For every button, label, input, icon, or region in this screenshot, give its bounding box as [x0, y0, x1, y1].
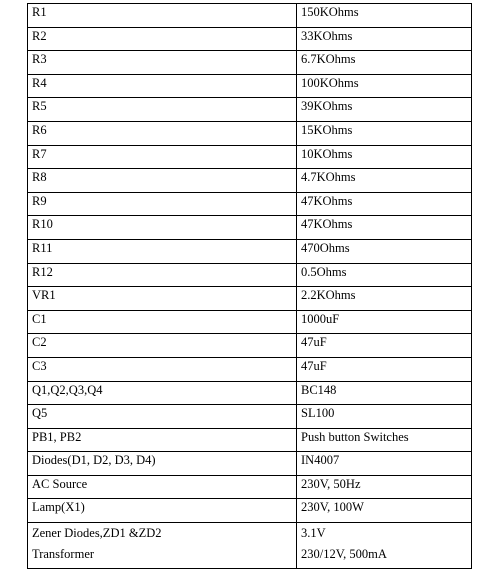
table-cell-component: R4: [28, 74, 297, 98]
table-cell-value: 47KOhms: [297, 192, 472, 216]
table-row: [28, 74, 472, 98]
table-row-zener-transformer: [28, 523, 472, 569]
table-row: [28, 357, 472, 381]
table-cell-value: 4.7KOhms: [297, 169, 472, 193]
table-row: [28, 475, 472, 499]
table-row: [28, 428, 472, 452]
table-row: [28, 51, 472, 75]
table-row: [28, 452, 472, 476]
table-cell-value: 10KOhms: [297, 145, 472, 169]
table-cell-component: R6: [28, 121, 297, 145]
table-cell-component: Lamp(X1): [28, 499, 297, 523]
table-cell-value: Push button Switches: [297, 428, 472, 452]
table-row: [28, 169, 472, 193]
table-cell-value: 1000uF: [297, 310, 472, 334]
table-row: [28, 381, 472, 405]
table-cell-value: 150KOhms: [297, 4, 472, 28]
table-cell-component: R5: [28, 98, 297, 122]
table-cell-value: 100KOhms: [297, 74, 472, 98]
table-cell-value: 230V, 50Hz: [297, 475, 472, 499]
table-cell-component: Q5: [28, 405, 297, 429]
table-cell-value: [297, 523, 472, 569]
table-cell-component: R9: [28, 192, 297, 216]
table-cell-component: R2: [28, 27, 297, 51]
table-cell-component: Diodes(D1, D2, D3, D4): [28, 452, 297, 476]
table-body: [28, 4, 472, 569]
value-line-1: 3.1V: [301, 526, 326, 541]
table-row: [28, 121, 472, 145]
table-cell-component: R12: [28, 263, 297, 287]
table-row: [28, 310, 472, 334]
table-cell-component: R7: [28, 145, 297, 169]
table-cell-value: 47KOhms: [297, 216, 472, 240]
table-cell-value: 39KOhms: [297, 98, 472, 122]
table-row: [28, 216, 472, 240]
table-row: [28, 4, 472, 28]
table-cell-value: 33KOhms: [297, 27, 472, 51]
table-row: [28, 499, 472, 523]
table-cell-value: 230V, 100W: [297, 499, 472, 523]
table-cell-component: C1: [28, 310, 297, 334]
table-cell-value: 470Ohms: [297, 239, 472, 263]
component-line-2: Transformer: [32, 547, 95, 562]
table-cell-value: SL100: [297, 405, 472, 429]
table-cell-component: VR1: [28, 287, 297, 311]
table-cell-component: R3: [28, 51, 297, 75]
table-cell-value: BC148: [297, 381, 472, 405]
table-row: [28, 287, 472, 311]
table-row: [28, 334, 472, 358]
table-cell-component: PB1, PB2: [28, 428, 297, 452]
component-value-table: [27, 3, 472, 569]
table-cell-component: C2: [28, 334, 297, 358]
table-cell-value: 6.7KOhms: [297, 51, 472, 75]
table-cell-component: AC Source: [28, 475, 297, 499]
table-row: [28, 98, 472, 122]
table-row: [28, 192, 472, 216]
table-cell-component: R8: [28, 169, 297, 193]
table-cell-value: 15KOhms: [297, 121, 472, 145]
component-line-1: Zener Diodes,ZD1 &ZD2: [32, 526, 162, 541]
table-row: [28, 145, 472, 169]
table-cell-component: C3: [28, 357, 297, 381]
table-cell-component: Q1,Q2,Q3,Q4: [28, 381, 297, 405]
table-row: [28, 263, 472, 287]
table-cell-component: [28, 523, 297, 569]
table-row: [28, 27, 472, 51]
table-cell-value: 0.5Ohms: [297, 263, 472, 287]
table-cell-value: 47uF: [297, 357, 472, 381]
table-cell-component: R10: [28, 216, 297, 240]
value-line-2: 230/12V, 500mA: [301, 547, 387, 562]
table-row: [28, 239, 472, 263]
table-cell-component: R11: [28, 239, 297, 263]
table-cell-value: 47uF: [297, 334, 472, 358]
table-row: [28, 405, 472, 429]
table-cell-value: IN4007: [297, 452, 472, 476]
table-cell-component: R1: [28, 4, 297, 28]
table-cell-value: 2.2KOhms: [297, 287, 472, 311]
